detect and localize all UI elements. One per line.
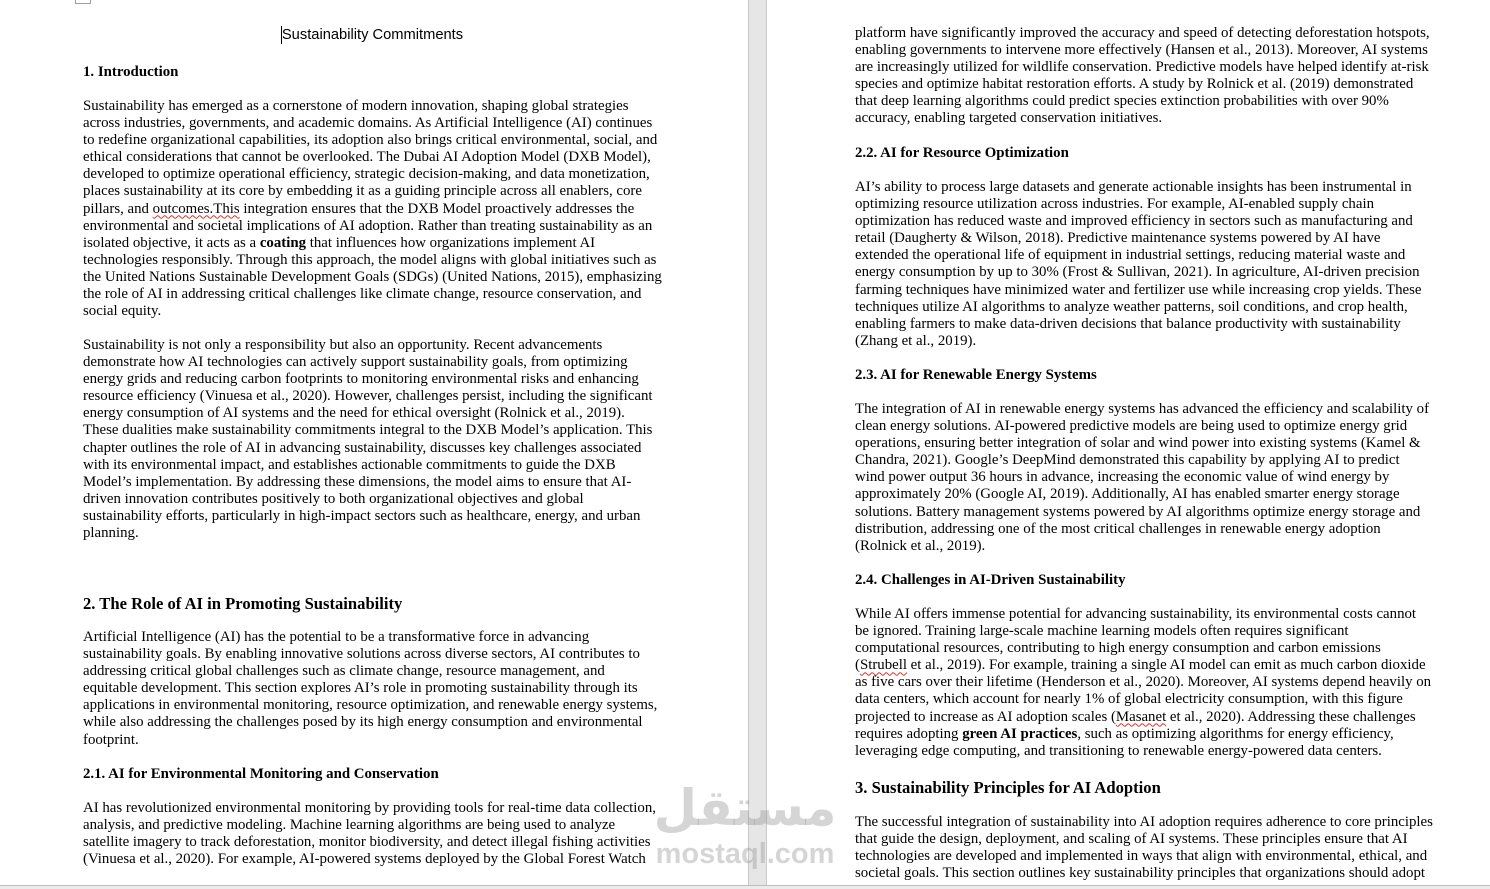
paragraph — [855, 25, 1430, 128]
text-run: that influences how organizations implement AI — [306, 234, 596, 251]
text-run: et al., 2020). Addressing these challenges — [1166, 708, 1416, 725]
text-line: solutions. Battery management systems powered by AI algorithms optimize energy storage and — [855, 503, 1421, 520]
text-line: the role of AI in addressing critical challenges like climate change, resource conservation, and — [83, 286, 642, 303]
text-line: applications in environmental monitoring, resource optimization, and renewable energy systems, — [83, 697, 658, 714]
text-line: to redefine organizational capabilities, its adoption also brings critical environmental, social, and — [83, 132, 658, 149]
section-heading: 1. Introduction — [83, 64, 179, 80]
text-line: While AI offers immense potential for advancing sustainability, its environmental costs cannot — [855, 606, 1417, 622]
text-line: planning. — [83, 525, 139, 542]
text-line: leveraging edge computing, and transitioning to renewable energy-powered data centers. — [855, 742, 1382, 759]
text-line: techniques utilize AI algorithms to analyze weather patterns, soil conditions, and crop health, — [855, 298, 1408, 315]
text-line: operations, ensuring better integration of solar and wind power into existing systems (Kamel & — [855, 435, 1421, 452]
text-run: isolated objective, it acts as a — [83, 234, 260, 251]
text-line: Artificial Intelligence (AI) has the potential to be a transformative force in advancing — [83, 629, 590, 645]
text-line: addressing critical global challenges such as climate change, resource management, and — [83, 663, 605, 680]
margin-corner-mark — [75, 0, 91, 4]
text-line: societal goals. This section outlines key sustainability principles that organizations should adopt — [855, 865, 1426, 882]
text-run: et al., 2019). For example, training a single AI model can emit as much carbon dioxide — [906, 657, 1426, 674]
text-line: platform have significantly improved the accuracy and speed of detecting deforestation hotspots, — [855, 25, 1430, 41]
watermark-arabic-text: مستقل — [653, 779, 837, 837]
text-line: developed to optimize operational efficiency, strategic decision-making, and data monetization, — [83, 166, 650, 183]
text-run: integration ensures that the DXB Model proactively addresses the — [239, 200, 635, 217]
paragraph — [855, 179, 1421, 350]
paragraph — [855, 606, 1431, 760]
text-line: demonstrate how AI technologies can actively support sustainability goals, from optimizing — [83, 354, 628, 371]
text-line: AI’s ability to process large datasets and generate actionable insights has been instrumental in — [855, 179, 1412, 195]
text-line: extended the operational life of equipment in industrial settings, reducing material waste and — [855, 247, 1406, 264]
text-run: pillars, and — [83, 200, 153, 217]
section-heading: 2.2. AI for Resource Optimization — [855, 145, 1069, 161]
text-line: as five cars over their lifetime (Henderson et al., 2020). Moreover, AI systems depend heavily on — [855, 674, 1432, 691]
text-line: (Zhang et al., 2019). — [855, 332, 977, 349]
text-line: energy consumption of AI systems and the need for ethical oversight (Rolnick et al., 2019). — [83, 405, 625, 422]
text-line: data centers, which account for nearly 1% of global electricity consumption, with this figure — [855, 691, 1403, 708]
text-line: sustainability efforts, particularly in high-impact sectors such as healthcare, energy, and urban — [83, 507, 641, 524]
misspelled-word[interactable]: Strubell — [859, 657, 907, 674]
bold-run: green AI practices — [962, 725, 1078, 742]
text-line: distribution, addressing one of the most critical challenges in renewable energy adoption — [855, 520, 1381, 537]
text-line: are increasingly utilized for wildlife conservation. Predictive models have helped identify at-risk — [855, 59, 1429, 76]
text-line: approximately 20% (Google AI, 2019). Additionally, AI has enabled smarter energy storage — [855, 486, 1400, 503]
text-run: requires adopting — [855, 725, 963, 742]
text-line: accuracy, enabling targeted conservation initiatives. — [855, 110, 1163, 127]
watermark-latin-text: mostaql.com — [655, 838, 835, 870]
text-line: while also addressing the challenges posed by its high energy consumption and environmental — [83, 714, 643, 731]
text-line: Chandra, 2021). Google’s DeepMind demonstrated this capability by applying AI to predict — [855, 452, 1400, 469]
text-line: sustainability goals. By enabling innovative solutions across diverse sectors, AI contributes to — [83, 646, 640, 663]
document-page-right[interactable] — [766, 0, 1490, 889]
text-line: optimization has reduced waste and improved efficiency in sectors such as manufacturing and — [855, 213, 1413, 230]
text-line — [83, 201, 662, 218]
text-line: equitable development. This section explores AI’s role in promoting sustainability through its — [83, 680, 638, 697]
text-line: AI has revolutionized environmental monitoring by providing tools for real-time data collection, — [83, 800, 656, 816]
text-line: places sustainability at its core by embedding it as a guiding principle across all enablers, core — [83, 183, 642, 200]
text-run: ( — [855, 657, 860, 674]
text-line: The integration of AI in renewable energy systems has advanced the efficiency and scalability of — [855, 401, 1430, 417]
text-line: enabling governments to intervene more effectively (Hansen et al., 2013). Moreover, AI systems — [855, 42, 1428, 59]
text-line — [855, 709, 1431, 726]
text-line — [855, 657, 1431, 674]
paragraph — [855, 814, 1433, 882]
text-line: Sustainability has emerged as a cornerstone of modern innovation, shaping global strategies — [83, 98, 629, 114]
document-title: Sustainability Commitments — [281, 27, 464, 43]
text-line: species and optimize habitat restoration efforts. A study by Rolnick et al. (2019) demonstrated — [855, 76, 1414, 93]
text-line: The successful integration of sustainability into AI adoption requires adherence to core principles — [855, 814, 1433, 830]
text-line: that guide the design, deployment, and scaling of AI systems. These principles ensure that AI — [855, 831, 1408, 848]
text-line: Sustainability is not only a responsibility but also an opportunity. Recent advancements — [83, 337, 603, 353]
text-line: energy grids and reducing carbon footprints to monitoring environmental risks and enhancing — [83, 371, 639, 388]
chapter-heading: 2. The Role of AI in Promoting Sustainability — [83, 594, 403, 613]
text-line: resource efficiency (Vinuesa et al., 2020). However, challenges persist, including the significant — [83, 388, 653, 405]
section-heading: 2.4. Challenges in AI-Driven Sustainability — [855, 572, 1126, 588]
text-line: technologies responsibly. Through this approach, the model aligns with global initiatives such as — [83, 251, 657, 268]
text-line: technologies are developed and implemented in ways that align with environmental, ethical, and — [855, 848, 1428, 865]
text-line: driven innovation contributes positively to both organizational objectives and global — [83, 490, 584, 507]
text-line: Model’s implementation. By addressing these dimensions, the model aims to ensure that AI- — [83, 473, 632, 490]
chapter-heading: 3. Sustainability Principles for AI Adoption — [855, 778, 1161, 797]
paragraph — [855, 401, 1429, 555]
text-line: chapter outlines the role of AI in advancing sustainability, discusses key challenges associated — [83, 439, 642, 456]
text-line: across industries, governments, and academic domains. As Artificial Intelligence (AI) continues — [83, 115, 653, 132]
text-line: satellite imagery to track deforestation, monitor biodiversity, and detect illegal fishing activities — [83, 834, 651, 851]
bold-run: coating — [259, 234, 307, 251]
text-line — [855, 726, 1431, 743]
text-line: retail (Daugherty & Wilson, 2018). Predictive maintenance systems powered by AI have — [855, 230, 1381, 247]
misspelled-word[interactable]: Masanet — [1115, 708, 1167, 725]
text-line: analysis, and predictive modeling. Machine learning algorithms are being used to analyze — [83, 817, 616, 834]
text-line: computational resources, contributing to high energy consumption and carbon emissions — [855, 640, 1381, 657]
paragraph — [83, 800, 656, 868]
text-line: energy consumption by up to 30% (Frost & Sullivan, 2021). In agriculture, AI-driven precision — [855, 264, 1420, 281]
text-line: enabling farmers to make data-driven decisions that balance productivity with sustainability — [855, 315, 1401, 332]
misspelled-word[interactable]: outcomes.This — [152, 200, 240, 217]
text-line: These dualities make sustainability commitments integral to the DXB Model’s application. This — [83, 422, 653, 439]
window-bottom-edge — [0, 885, 1490, 889]
text-line: be ignored. Training large-scale machine learning models often requires significant — [855, 623, 1349, 640]
text-line: (Vinuesa et al., 2020). For example, AI-powered systems deployed by the Global Forest Watch — [83, 851, 646, 868]
paragraph — [83, 629, 657, 749]
text-run: , such as optimizing algorithms for energy efficiency, — [1077, 725, 1394, 742]
paragraph — [83, 98, 662, 320]
text-line: the United Nations Sustainable Development Goals (SDGs) (United Nations, 2015), emphasizing — [83, 268, 662, 285]
text-line: social equity. — [83, 303, 162, 320]
section-heading: 2.1. AI for Environmental Monitoring and Conservation — [83, 766, 439, 782]
document-title-line — [83, 26, 661, 44]
section-heading: 2.3. AI for Renewable Energy Systems — [855, 367, 1097, 383]
text-line: wind power output 36 hours in advance, increasing the economic value of wind energy by — [855, 469, 1390, 486]
text-line: ethical considerations that cannot be overlooked. The Dubai AI Adoption Model (DXB Model), — [83, 149, 651, 166]
text-line: environmental and societal implications of AI adoption. Rather than treating sustainability as an — [83, 217, 653, 234]
paragraph — [83, 337, 653, 542]
text-line: footprint. — [83, 731, 139, 748]
text-line: optimizing resource utilization across industries. For example, AI-enabled supply chain — [855, 196, 1374, 213]
text-line: (Rolnick et al., 2019). — [855, 537, 986, 554]
text-line: clean energy solutions. AI-powered predictive models are being used to optimize energy grid — [855, 418, 1408, 435]
text-line: with its environmental impact, and establishes actionable commitments to guide the DXB — [83, 456, 616, 473]
text-line: farming techniques have minimized water and fertilizer use while increasing crop yields. These — [855, 281, 1422, 298]
text-run: projected to increase as AI adoption scales ( — [855, 708, 1116, 725]
text-line — [83, 235, 662, 252]
text-line: that deep learning algorithms could predict species extinction probabilities with over 90% — [855, 93, 1389, 110]
